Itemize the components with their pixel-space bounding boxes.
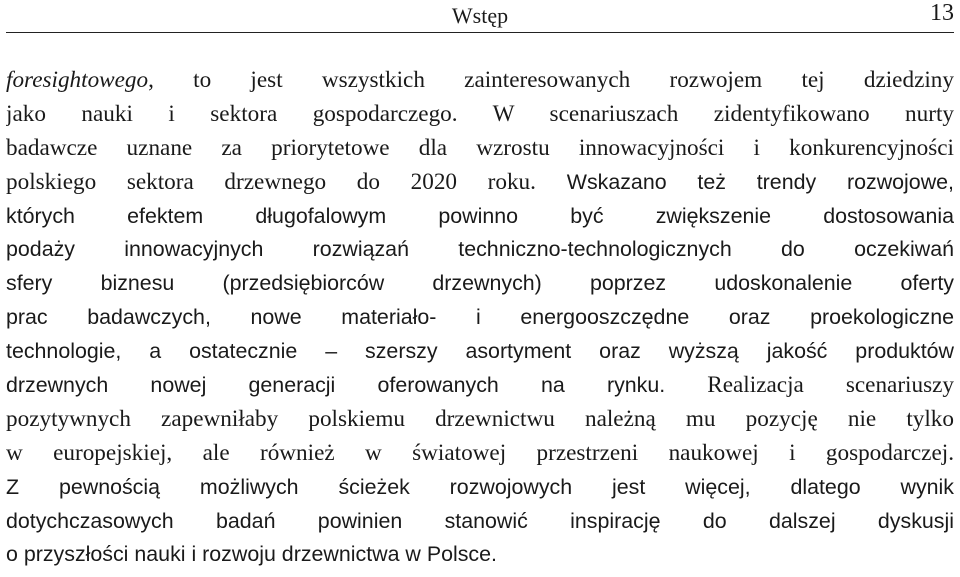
line-text-serif: Realizacja scenariuszy: [665, 372, 954, 399]
text-line: [6, 166, 954, 200]
text-line: Z pewnością możliwych ścieżek rozwojowych jest więcej, dlatego wynik: [6, 474, 954, 499]
running-header: [6, 0, 954, 33]
text-line: których efektem długofalowym powinno być zwiększenie dostosowania: [6, 203, 954, 228]
italic-term: foresightowego: [6, 67, 149, 93]
line-text-sans: Wskazano też trendy rozwojowe,: [535, 169, 954, 194]
text-line: dotychczasowych badań powinien stanowić inspirację do dalszej dyskusji: [6, 508, 954, 533]
text-line: technologie, a ostatecznie – szerszy asortyment oraz wyższą jakość produktów: [6, 339, 954, 364]
text-line: podaży innowacyjnych rozwiązań techniczno-technologicznych do oczekiwań: [6, 237, 954, 262]
text-line: o przyszłości nauki i rozwoju drzewnictwa w Polsce.: [6, 542, 497, 567]
body-paragraph: [6, 64, 954, 572]
text-line: w europejskiej, ale również w światowej przestrzeni naukowej i gospodarczej.: [6, 439, 954, 466]
line-text-sans: drzewnych nowej generacji oferowanych na rynku.: [6, 373, 666, 398]
text-line: [6, 64, 954, 98]
text-line: pozytywnych zapewniłaby polskiemu drzewnictwu należną mu pozycję nie tylko: [6, 405, 954, 432]
text-line: sfery biznesu (przedsiębiorców drzewnych) poprzez udoskonalenie oferty: [6, 271, 954, 296]
text-line: badawcze uznane za priorytetowe dla wzrostu innowacyjności i konkurencyjności: [6, 134, 954, 161]
text-line: prac badawczych, nowe materiało- i energooszczędne oraz proekologiczne: [6, 305, 954, 330]
page-number: 13: [930, 0, 954, 26]
text-line: [6, 369, 954, 403]
chapter-title: Wstęp: [451, 3, 509, 28]
text-line: jako nauki i sektora gospodarczego. W scenariuszach zidentyfikowano nurty: [6, 100, 954, 127]
line-text: , to jest wszystkich zainteresowanych rozwojem tej dziedziny: [148, 67, 954, 93]
line-text-serif: polskiego sektora drzewnego do 2020 roku.: [6, 168, 536, 195]
